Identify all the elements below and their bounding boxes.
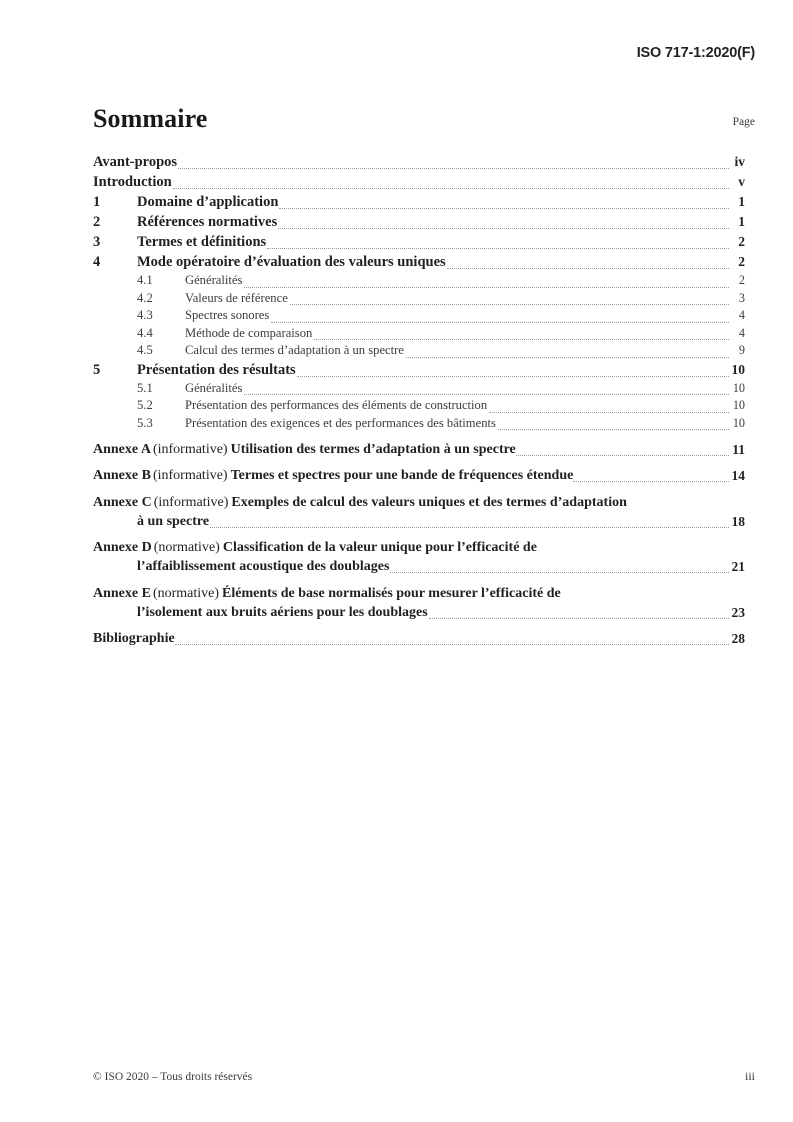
toc-entry-number: 4.3 bbox=[137, 308, 153, 322]
toc-entry-label: Présentation des exigences et des performances des bâtiments bbox=[185, 415, 496, 430]
toc-entry-subclause[interactable] bbox=[93, 307, 745, 325]
toc-entry-label: Termes et définitions bbox=[137, 234, 267, 250]
toc-entry-clause[interactable] bbox=[93, 192, 745, 212]
toc-entry-subclause[interactable] bbox=[93, 325, 745, 343]
dot-leader bbox=[314, 329, 729, 342]
toc-entry-label: Généralités bbox=[185, 380, 243, 395]
copyright-notice: © ISO 2020 – Tous droits réservés bbox=[93, 1071, 253, 1083]
toc-entry-number: 5.2 bbox=[137, 398, 153, 412]
toc-entry-page-number: 18 bbox=[731, 513, 745, 529]
toc-entry-annex-title-continued: l’affaiblissement acoustique des doublages bbox=[137, 559, 390, 574]
table-of-contents bbox=[93, 152, 745, 648]
toc-entry-subclause[interactable] bbox=[93, 415, 745, 433]
dot-leader bbox=[290, 294, 729, 307]
toc-entry-annex-kind: (informative) bbox=[152, 468, 228, 483]
toc-entry-page-number: 4 bbox=[738, 325, 745, 340]
toc-entry-annex-label bbox=[93, 466, 573, 485]
dot-leader bbox=[267, 238, 729, 253]
toc-entry-page-number: 21 bbox=[731, 559, 745, 574]
toc-entry-annex-line-1 bbox=[93, 493, 745, 512]
toc-entry-annex-name: Annexe D bbox=[93, 540, 152, 555]
toc-entry-page-number: 2 bbox=[738, 273, 745, 287]
toc-entry-subclause[interactable] bbox=[93, 380, 745, 398]
toc-entry-number: 4.1 bbox=[137, 273, 153, 287]
toc-entry-annex-line-1 bbox=[93, 584, 745, 603]
toc-entry-annex-kind: (informative) bbox=[152, 441, 228, 457]
page-footer bbox=[93, 1069, 755, 1084]
dot-leader bbox=[173, 178, 729, 193]
toc-entry-annex[interactable] bbox=[93, 466, 745, 485]
toc-entry-number: 4.4 bbox=[137, 325, 153, 340]
toc-entry-label: Introduction bbox=[93, 174, 172, 190]
toc-entry-annex[interactable] bbox=[93, 538, 745, 576]
dot-leader bbox=[447, 258, 729, 273]
dot-leader bbox=[498, 419, 729, 432]
document-reference-header: ISO 717-1:2020(F) bbox=[636, 45, 755, 61]
toc-entry-page-number: 10 bbox=[731, 361, 745, 377]
toc-entry-label: Avant-propos bbox=[93, 154, 178, 170]
toc-entry-label: Calcul des termes d’adaptation à un spectre bbox=[185, 343, 404, 357]
toc-entry-annex-title: Termes et spectres pour une bande de fréquences étendue bbox=[230, 468, 574, 483]
toc-entry-page-number: 4 bbox=[738, 308, 745, 322]
dot-leader bbox=[178, 158, 729, 173]
toc-entry-page-number: 14 bbox=[731, 468, 745, 483]
toc-entry-number: 4.5 bbox=[137, 343, 153, 357]
toc-entry-annex-title: Éléments de base normalisés pour mesurer l’efficacité de bbox=[222, 585, 561, 601]
dot-leader bbox=[210, 517, 729, 531]
toc-entry-label: Domaine d’application bbox=[137, 194, 279, 210]
toc-entry-page-number: 11 bbox=[732, 441, 745, 457]
toc-entry-annex-line-2 bbox=[93, 512, 745, 531]
toc-entry-subclause[interactable] bbox=[93, 397, 745, 415]
toc-entry-number: 2 bbox=[93, 214, 101, 230]
toc-entry-page-number: 2 bbox=[738, 254, 745, 269]
toc-entry-number: 5.3 bbox=[137, 415, 153, 430]
toc-entry-clause[interactable] bbox=[93, 232, 745, 252]
toc-entry-page-number: 9 bbox=[738, 343, 745, 357]
dot-leader bbox=[175, 634, 729, 648]
toc-entry-label: Mode opératoire d’évaluation des valeurs uniques bbox=[137, 254, 446, 270]
toc-entry-page-number: 10 bbox=[732, 415, 745, 430]
toc-entry-annex-name: Annexe E bbox=[93, 585, 151, 601]
toc-entry-page-number: iv bbox=[734, 154, 745, 169]
toc-entry-number: 5.1 bbox=[137, 380, 153, 395]
toc-entry-annex-title-continued: l’isolement aux bruits aériens pour les doublages bbox=[137, 604, 428, 620]
toc-entry-page-number: 1 bbox=[738, 214, 745, 229]
toc-entry-annex[interactable] bbox=[93, 584, 745, 622]
toc-entry-label: Bibliographie bbox=[93, 631, 175, 646]
toc-entry-label: Méthode de comparaison bbox=[185, 325, 313, 340]
toc-entry-annex[interactable] bbox=[93, 493, 745, 531]
toc-entry-annex-kind: (normative) bbox=[153, 540, 220, 555]
toc-entry-page-number: 1 bbox=[738, 194, 745, 209]
dot-leader bbox=[279, 198, 729, 213]
toc-entry-front-matter[interactable] bbox=[93, 172, 745, 192]
toc-entry-label: Valeurs de référence bbox=[185, 290, 288, 305]
dot-leader bbox=[390, 562, 729, 576]
toc-entry-clause[interactable] bbox=[93, 252, 745, 272]
toc-entry-annex-title-continued: à un spectre bbox=[137, 513, 210, 529]
toc-entry-label: Présentation des performances des éléments de construction bbox=[185, 398, 488, 412]
dot-leader bbox=[429, 608, 729, 622]
dot-leader bbox=[244, 277, 729, 290]
toc-entry-clause[interactable] bbox=[93, 360, 745, 380]
toc-entry-clause[interactable] bbox=[93, 212, 745, 232]
dot-leader bbox=[516, 445, 729, 459]
dot-leader bbox=[573, 471, 729, 485]
toc-entry-annex-kind: (normative) bbox=[152, 585, 220, 601]
toc-entry-annex-name: Annexe A bbox=[93, 441, 151, 457]
toc-entry-annex-line-2 bbox=[93, 557, 745, 576]
page-title: Sommaire bbox=[93, 104, 208, 133]
toc-entry-page-number: v bbox=[738, 174, 745, 189]
toc-entry-annex-line-1 bbox=[93, 538, 745, 557]
toc-entry-page-number: 28 bbox=[731, 631, 745, 646]
toc-entry-page-number: 23 bbox=[731, 604, 745, 620]
toc-entry-annex-kind: (informative) bbox=[153, 494, 229, 510]
toc-entry-page-number: 3 bbox=[738, 290, 745, 305]
toc-entry-annex-title: Classification de la valeur unique pour l’efficacité de bbox=[222, 540, 537, 555]
toc-entry-annex-name: Annexe C bbox=[93, 494, 152, 510]
dot-leader bbox=[278, 218, 729, 233]
toc-entry-number: 5 bbox=[93, 361, 101, 378]
toc-entry-annex[interactable] bbox=[93, 440, 745, 459]
toc-entry-label: Spectres sonores bbox=[185, 308, 270, 322]
toc-entry-annex-label bbox=[93, 440, 516, 459]
toc-entry-subclause[interactable] bbox=[93, 290, 745, 308]
toc-entry-number: 3 bbox=[93, 234, 101, 250]
dot-leader bbox=[489, 402, 729, 415]
page-column-header: Page bbox=[732, 116, 755, 128]
toc-entry-front-matter[interactable] bbox=[93, 152, 745, 172]
toc-entry-annex-name: Annexe B bbox=[93, 468, 151, 483]
toc-entry-annex-line-2 bbox=[93, 603, 745, 622]
toc-entry-bibliography[interactable] bbox=[93, 629, 745, 648]
toc-entry-page-number: 10 bbox=[732, 380, 745, 395]
toc-entry-page-number: 10 bbox=[732, 398, 745, 412]
toc-entry-subclause[interactable] bbox=[93, 342, 745, 360]
toc-entry-label: Présentation des résultats bbox=[137, 361, 296, 378]
dot-leader bbox=[244, 384, 729, 397]
toc-entry-number: 1 bbox=[93, 194, 101, 210]
toc-title-row bbox=[93, 105, 755, 132]
toc-entry-label: Généralités bbox=[185, 273, 243, 287]
dot-leader bbox=[406, 347, 729, 360]
toc-entry-annex-title: Exemples de calcul des valeurs uniques et des termes d’adaptation bbox=[231, 494, 627, 510]
toc-entry-page-number: 2 bbox=[738, 234, 745, 249]
toc-entry-annex-title: Utilisation des termes d’adaptation à un spectre bbox=[230, 441, 516, 457]
dot-leader bbox=[271, 312, 729, 325]
toc-entry-label: Références normatives bbox=[137, 214, 278, 230]
toc-entry-number: 4 bbox=[93, 254, 101, 270]
toc-entry-subclause[interactable] bbox=[93, 272, 745, 290]
toc-entry-number: 4.2 bbox=[137, 290, 153, 305]
dot-leader bbox=[297, 365, 729, 380]
footer-page-number: iii bbox=[744, 1069, 755, 1083]
